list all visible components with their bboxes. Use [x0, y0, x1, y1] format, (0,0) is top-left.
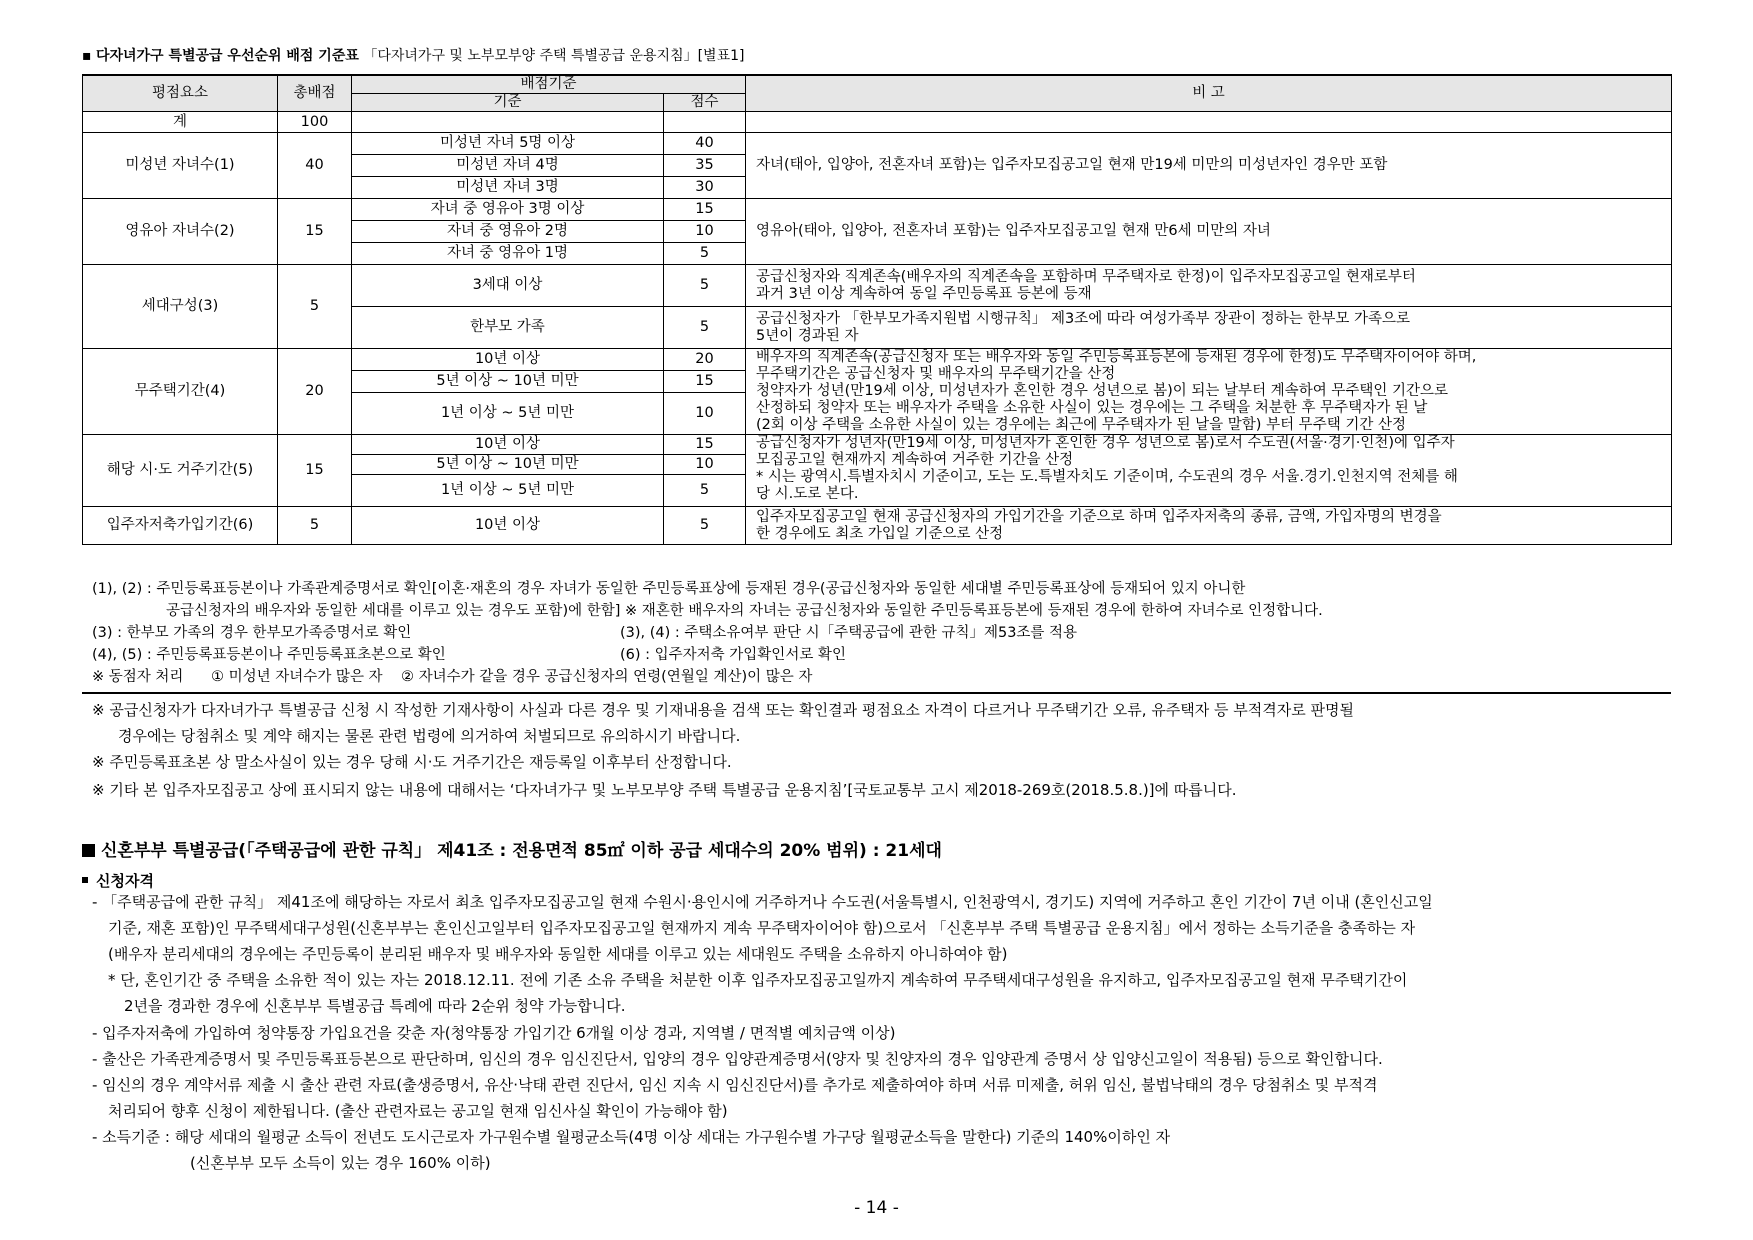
- criteria-cell: 3세대 이상: [352, 265, 664, 307]
- note-line: 당 시.도로 본다.: [756, 486, 859, 502]
- paragraph-line: - 「주택공급에 관한 규칙」 제41조에 해당하는 자로서 최초 입주자모집공고일 현재 수원시·용인시에 거주하거나 수도권(서울특별시, 인천광역시, 경기도) 지역에 거주하고 혼인 기간이 7년 이내 (혼인신고일: [92, 893, 1433, 911]
- score-cell: 5: [664, 265, 746, 307]
- note-line: 공급신청자와 직계존속(배우자의 직계존속을 포함하며 무주택자로 한정)이 입주자모집공고일 현재로부터: [756, 268, 1416, 285]
- table-row: [83, 199, 1672, 221]
- footnote: (3), (4) : 주택소유여부 판단 시「주택공급에 관한 규칙」제53조를 적용: [620, 625, 1078, 641]
- note-cell: [746, 307, 1672, 349]
- priority-score-table: [82, 74, 1672, 545]
- square-bullet-icon: [82, 844, 95, 857]
- bullet: ▪: [82, 48, 92, 64]
- note-line: 공급신청자가 「한부모가족지원법 시행규칙」 제3조에 따라 여성가족부 장관이 정하는 한부모 가족으로: [756, 310, 1410, 327]
- score-cell: 20: [664, 349, 746, 371]
- note-line: 자녀(태아, 입양아, 전혼자녀 포함)는 입주자모집공고일 현재 만19세 미만의 미성년자인 경우만 포함: [756, 157, 1388, 173]
- note-line: (2회 이상 주택을 소유한 사실이 있는 경우에는 최근에 무주택자가 된 날을 말함) 부터 무주택 기간 산정: [756, 417, 1406, 433]
- section-title: [82, 46, 744, 66]
- factor-cell: 영유아 자녀수(2): [83, 199, 278, 265]
- header-score: 점수: [664, 94, 746, 112]
- paragraph-line: (배우자 분리세대의 경우에는 주민등록이 분리된 배우자 및 배우자와 동일한 세대를 이루고 있는 세대원도 주택을 소유하지 아니하여야 함): [108, 945, 1008, 963]
- paragraph-line: 처리되어 향후 신청이 제한됩니다. (출산 관련자료는 공고일 현재 임신사실 확인이 가능해야 함): [108, 1102, 728, 1120]
- score-cell: 5: [664, 475, 746, 507]
- factor-cell: 세대구성(3): [83, 265, 278, 349]
- total-cell: 15: [278, 199, 352, 265]
- table-row: [83, 435, 1672, 455]
- header-criteria: 기준: [352, 94, 664, 112]
- score-cell: 5: [664, 243, 746, 265]
- score-cell: 15: [664, 371, 746, 393]
- paragraph-line: 기준, 재혼 포함)인 무주택세대구성원(신혼부부는 혼인신고일부터 입주자모집공고일 현재까지 계속 무주택자이어야 함)으로서 「신혼부부 주택 특별공급 운용지침」에서 정하는 소득기준을 충족하는 자: [108, 919, 1416, 937]
- criteria-cell: 1년 이상 ~ 5년 미만: [352, 393, 664, 435]
- header-note: 비 고: [746, 75, 1672, 112]
- subheading: [82, 870, 154, 891]
- criteria-cell: 1년 이상 ~ 5년 미만: [352, 475, 664, 507]
- paragraph-line: - 소득기준 : 해당 세대의 월평균 소득이 전년도 도시근로자 가구원수별 월평균소득(4명 이상 세대는 가구원수별 가구당 월평균소득을 말한다) 기준의 140%이하인 자: [92, 1128, 1171, 1146]
- note-line: 과거 3년 이상 계속하여 동일 주민등록표 등본에 등재: [756, 285, 1092, 302]
- footnote: (1), (2) : 주민등록표등본이나 가족관계증명서로 확인[이혼·재혼의 경우 자녀가 동일한 주민등록표상에 등재된 경우(공급신청자와 동일한 세대별 주민등록표상에 등재되어 있지 아니한: [92, 581, 1246, 597]
- note-line: 산정하되 청약자 또는 배우자가 주택을 소유한 사실이 있는 경우에는 그 주택을 처분한 후 무주택자가 된 날: [756, 400, 1428, 416]
- section-heading-text: 신혼부부 특별공급(「주택공급에 관한 규칙」 제41조 : 전용면적 85㎡ 이하 공급 세대수의 20% 범위) : 21세대: [101, 841, 942, 861]
- paragraph-line: - 임신의 경우 계약서류 제출 시 출산 관련 자료(출생증명서, 유산·낙태 관련 진단서, 임신 지속 시 임신진단서)를 추가로 제출하여야 하며 서류 미제출, 허위 임신, 불법낙태의 경우 당첨취소 및 부적격: [92, 1076, 1378, 1094]
- note-line: 청약자가 성년(만19세 이상, 미성년자가 혼인한 경우 성년으로 봄)이 되는 날부터 계속하여 무주택인 기간으로: [756, 383, 1448, 399]
- criteria-cell: 자녀 중 영유아 3명 이상: [352, 199, 664, 221]
- note-line: 한 경우에도 최초 가입일 기준으로 산정: [756, 525, 1004, 542]
- total-cell: 15: [278, 435, 352, 507]
- sum-label: 계: [83, 112, 278, 133]
- paragraph-line: * 단, 혼인기간 중 주택을 소유한 적이 있는 자는 2018.12.11. 전에 기존 소유 주택을 처분한 이후 입주자모집공고일까지 계속하여 무주택세대구성원을 유지하고, 입주자모집공고일 현재 무주택기간이: [108, 971, 1408, 989]
- criteria-cell: 미성년 자녀 3명: [352, 177, 664, 199]
- criteria-cell: 10년 이상: [352, 507, 664, 545]
- section-title-source: 「다자녀가구 및 노부모부양 주택 특별공급 운용지침」[별표1]: [363, 48, 745, 64]
- note-cell: [746, 265, 1672, 307]
- section-title-bold: 다자녀가구 특별공급 우선순위 배점 기준표: [95, 48, 359, 64]
- table-row: [83, 133, 1672, 155]
- note-line: * 시는 광역시.특별자치시 기준이고, 도는 도.특별자치도 기준이며, 수도권의 경우 서울.경기.인천지역 전체를 해: [756, 469, 1458, 485]
- note-line: 무주택기간은 공급신청자 및 배우자의 무주택기간을 산정: [756, 366, 1116, 382]
- header-total: 총배점: [278, 75, 352, 112]
- paragraph-line: - 입주자저축에 가입하여 청약통장 가입요건을 갖춘 자(청약통장 가입기간 6개월 이상 경과, 지역별 / 면적별 예치금액 이상): [92, 1024, 896, 1042]
- header-factor: 평점요소: [83, 75, 278, 112]
- bullet-icon: [82, 877, 88, 883]
- criteria-cell: 미성년 자녀 5명 이상: [352, 133, 664, 155]
- total-cell: 5: [278, 265, 352, 349]
- criteria-cell: 10년 이상: [352, 435, 664, 455]
- table-row: [83, 349, 1672, 371]
- criteria-cell: 자녀 중 영유아 1명: [352, 243, 664, 265]
- score-cell: 15: [664, 199, 746, 221]
- score-cell: 35: [664, 155, 746, 177]
- section-heading: [82, 836, 942, 861]
- score-cell: 10: [664, 455, 746, 475]
- note-cell: [746, 133, 1672, 199]
- note-cell: [746, 435, 1672, 507]
- note-line: 배우자의 직계존속(공급신청자 또는 배우자와 동일 주민등록표등본에 등재된 경우에 한정)도 무주택자이어야 하며,: [756, 349, 1477, 365]
- divider: [82, 692, 1671, 694]
- note: ※ 공급신청자가 다자녀가구 특별공급 신청 시 작성한 기재사항이 사실과 다른 경우 및 기재내용을 검색 또는 확인결과 평점요소 자격이 다르거나 무주택기간 오류, 유주택자 등 부적격자로 판명될: [92, 701, 1354, 719]
- factor-cell: 해당 시·도 거주기간(5): [83, 435, 278, 507]
- total-cell: 40: [278, 133, 352, 199]
- score-cell: 30: [664, 177, 746, 199]
- total-cell: 20: [278, 349, 352, 435]
- footnote: (6) : 입주자저축 가입확인서로 확인: [620, 647, 846, 663]
- score-cell: 10: [664, 393, 746, 435]
- criteria-cell: 미성년 자녀 4명: [352, 155, 664, 177]
- footnote: (4), (5) : 주민등록표등본이나 주민등록표초본으로 확인: [92, 647, 446, 663]
- total-cell: 5: [278, 507, 352, 545]
- score-cell: 15: [664, 435, 746, 455]
- criteria-cell: 10년 이상: [352, 349, 664, 371]
- header-criteria-group: 배점기준: [352, 75, 746, 94]
- note-line: 입주자모집공고일 현재 공급신청자의 가입기간을 기준으로 하며 입주자저축의 종류, 금액, 가입자명의 변경을: [756, 508, 1442, 525]
- criteria-cell: 5년 이상 ~ 10년 미만: [352, 455, 664, 475]
- paragraph-line: 2년을 경과한 경우에 신혼부부 특별공급 특례에 따라 2순위 청약 가능합니다.: [124, 997, 626, 1015]
- factor-cell: 무주택기간(4): [83, 349, 278, 435]
- table-row: [83, 265, 1672, 307]
- note: 경우에는 당첨취소 및 계약 해지는 물론 관련 법령에 의거하여 처벌되므로 유의하시기 바랍니다.: [118, 727, 741, 745]
- paragraph-line: - 출산은 가족관계증명서 및 주민등록표등본으로 판단하며, 임신의 경우 임신진단서, 입양의 경우 입양관계증명서(양자 및 친양자의 경우 입양관계 증명서 상 입양신고일이 적용됨) 등으로 확인합니다.: [92, 1050, 1383, 1068]
- note-line: 공급신청자가 성년자(만19세 이상, 미성년자가 혼인한 경우 성년으로 봄)로서 수도권(서울·경기·인천)에 입주자: [756, 435, 1455, 451]
- factor-cell: 입주자저축가입기간(6): [83, 507, 278, 545]
- note-line: 5년이 경과된 자: [756, 327, 859, 344]
- criteria-cell: 한부모 가족: [352, 307, 664, 349]
- score-cell: 5: [664, 507, 746, 545]
- note-line: 영유아(태아, 입양아, 전혼자녀 포함)는 입주자모집공고일 현재 만6세 미만의 자녀: [756, 223, 1271, 239]
- score-cell: 40: [664, 133, 746, 155]
- note-cell: [746, 199, 1672, 265]
- factor-cell: 미성년 자녀수(1): [83, 133, 278, 199]
- footnote: 공급신청자의 배우자와 동일한 세대를 이루고 있는 경우도 포함)에 한함] ※ 재혼한 배우자의 자녀는 공급신청자와 동일한 주민등록표등본에 등재된 경우에 한하여 자녀수로 인정합니다.: [166, 603, 1323, 619]
- note: ※ 기타 본 입주자모집공고 상에 표시되지 않는 내용에 대해서는 ‘다자녀가구 및 노부모부양 주택 특별공급 운용지침’[국토교통부 고시 제2018-269호(2018.5.8.)]에 따릅니다.: [92, 781, 1237, 799]
- page-number: - 14 -: [854, 1198, 899, 1218]
- table-row: [83, 507, 1672, 545]
- note-cell: [746, 507, 1672, 545]
- footnote: (3) : 한부모 가족의 경우 한부모가족증명서로 확인: [92, 625, 412, 641]
- subheading-text: 신청자격: [96, 872, 154, 890]
- criteria-cell: 5년 이상 ~ 10년 미만: [352, 371, 664, 393]
- note-line: 모집공고일 현재까지 계속하여 거주한 기간을 산정: [756, 452, 1074, 468]
- score-cell: 5: [664, 307, 746, 349]
- paragraph-line: (신혼부부 모두 소득이 있는 경우 160% 이하): [190, 1154, 491, 1172]
- score-cell: 10: [664, 221, 746, 243]
- sum-total: 100: [278, 112, 352, 133]
- criteria-cell: 자녀 중 영유아 2명: [352, 221, 664, 243]
- table-row: [83, 112, 1672, 133]
- tie-break-rule: ※ 동점자 처리 ① 미성년 자녀수가 많은 자 ② 자녀수가 같을 경우 공급신청자의 연령(연월일 계산)이 많은 자: [92, 669, 813, 685]
- note: ※ 주민등록표초본 상 말소사실이 있는 경우 당해 시·도 거주기간은 재등록일 이후부터 산정합니다.: [92, 753, 732, 771]
- note-cell: [746, 349, 1672, 435]
